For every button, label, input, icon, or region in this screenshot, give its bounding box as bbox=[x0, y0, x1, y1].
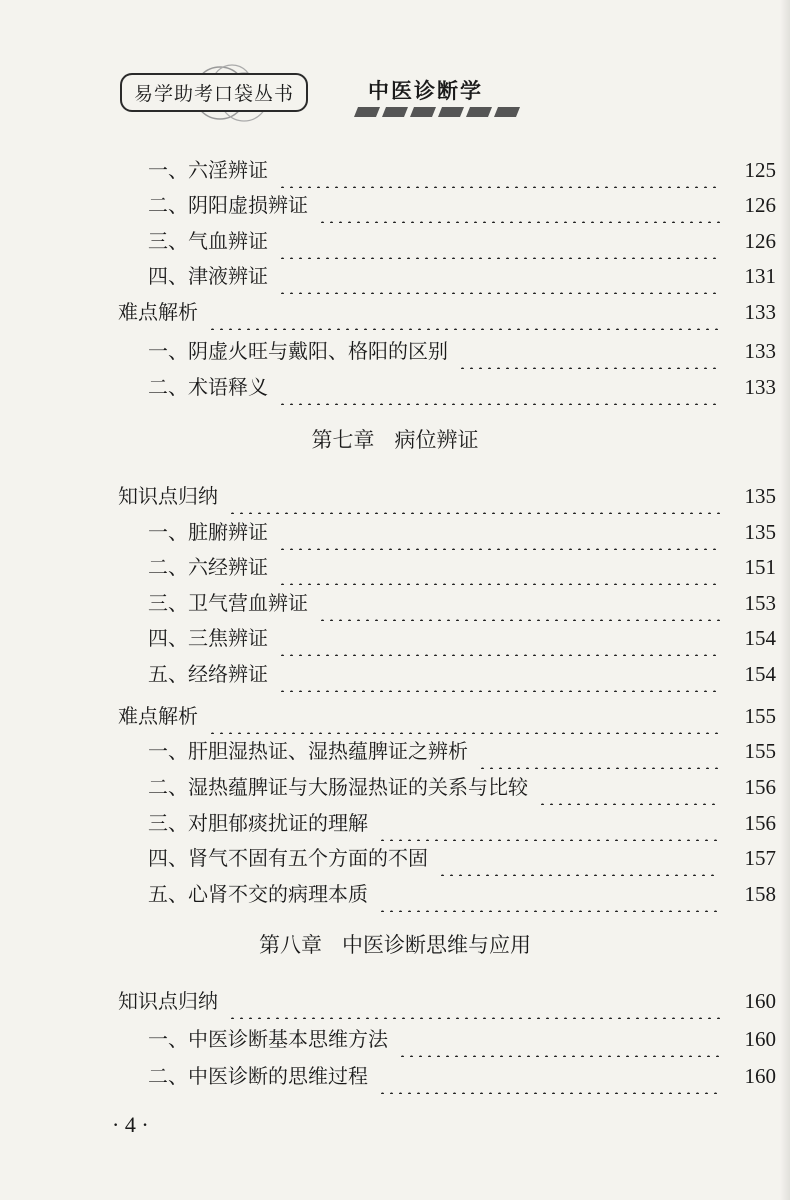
leader-dots bbox=[438, 840, 720, 876]
toc-item-row[interactable] bbox=[0, 514, 790, 550]
toc-entry-title: 一、中医诊断基本思维方法 bbox=[148, 1027, 388, 1051]
toc-item-row[interactable] bbox=[0, 369, 790, 405]
toc-entry-title: 二、术语释义 bbox=[148, 375, 268, 399]
toc-entry-title: 五、经络辨证 bbox=[148, 662, 268, 686]
leader-dots bbox=[278, 656, 720, 692]
leader-dots bbox=[378, 876, 720, 912]
toc-page-number: 160 bbox=[744, 1027, 776, 1051]
toc-page-number: 153 bbox=[744, 591, 776, 615]
toc-page-number: 154 bbox=[744, 626, 776, 650]
toc-entry-title: 二、湿热蕴脾证与大肠湿热证的关系与比较 bbox=[148, 775, 528, 799]
toc-page-number: 133 bbox=[744, 339, 776, 363]
leader-dots bbox=[318, 187, 720, 223]
toc-section-row[interactable] bbox=[0, 294, 790, 330]
toc-page-number: 133 bbox=[744, 300, 776, 324]
leader-dots bbox=[228, 983, 720, 1019]
leader-dots bbox=[478, 733, 720, 769]
chapter-number: 第八章 bbox=[259, 933, 322, 957]
toc-page-number: 126 bbox=[744, 193, 776, 217]
toc-entry-title: 三、卫气营血辨证 bbox=[148, 591, 308, 615]
chapter-title: 病位辨证 bbox=[394, 428, 479, 452]
page-header bbox=[112, 55, 532, 135]
book-title: 中医诊断学 bbox=[368, 79, 483, 103]
leader-dots bbox=[278, 223, 720, 259]
toc-item-row[interactable] bbox=[0, 258, 790, 294]
toc-entry-title: 一、肝胆湿热证、湿热蕴脾证之辨析 bbox=[148, 739, 468, 763]
leader-dots bbox=[208, 698, 720, 734]
toc-item-row[interactable] bbox=[0, 549, 790, 585]
toc-page-number: 156 bbox=[744, 811, 776, 835]
toc-item-row[interactable] bbox=[0, 876, 790, 912]
toc-item-row[interactable] bbox=[0, 223, 790, 259]
toc-item-row[interactable] bbox=[0, 656, 790, 692]
toc-page-number: 135 bbox=[744, 484, 776, 508]
toc-page-number: 133 bbox=[744, 375, 776, 399]
toc-page-number: 157 bbox=[744, 846, 776, 870]
page-number: · 4 · bbox=[112, 1112, 149, 1137]
toc-page-number: 155 bbox=[744, 704, 776, 728]
leader-dots bbox=[538, 769, 720, 805]
leader-dots bbox=[278, 620, 720, 656]
toc-item-row[interactable] bbox=[0, 585, 790, 621]
toc-entry-title: 四、津液辨证 bbox=[148, 264, 268, 288]
toc-entry-title: 一、六淫辨证 bbox=[148, 158, 268, 182]
chapter-heading bbox=[0, 424, 790, 454]
header-bars bbox=[352, 105, 532, 119]
toc-page-number: 125 bbox=[744, 158, 776, 182]
toc-entry-title: 难点解析 bbox=[118, 704, 198, 728]
toc-entry-title: 四、肾气不固有五个方面的不固 bbox=[148, 846, 428, 870]
toc-item-row[interactable] bbox=[0, 333, 790, 369]
toc-page-number: 126 bbox=[744, 229, 776, 253]
leader-dots bbox=[278, 549, 720, 585]
toc-entry-title: 知识点归纳 bbox=[118, 484, 218, 508]
toc-page-number: 158 bbox=[744, 882, 776, 906]
toc-entry-title: 四、三焦辨证 bbox=[148, 626, 268, 650]
toc-item-row[interactable] bbox=[0, 840, 790, 876]
toc-entry-title: 知识点归纳 bbox=[118, 989, 218, 1013]
toc-page-number: 160 bbox=[744, 989, 776, 1013]
toc-entry-title: 一、阴虚火旺与戴阳、格阳的区别 bbox=[148, 339, 448, 363]
toc-entry-title: 难点解析 bbox=[118, 300, 198, 324]
page-edge-shadow bbox=[780, 0, 790, 1200]
leader-dots bbox=[378, 805, 720, 841]
toc-item-row[interactable] bbox=[0, 187, 790, 223]
leader-dots bbox=[278, 258, 720, 294]
toc-section-row[interactable] bbox=[0, 478, 790, 514]
leader-dots bbox=[318, 585, 720, 621]
toc-entry-title: 二、六经辨证 bbox=[148, 555, 268, 579]
toc-entry-title: 五、心肾不交的病理本质 bbox=[148, 882, 368, 906]
toc-page-number: 155 bbox=[744, 739, 776, 763]
leader-dots bbox=[398, 1021, 720, 1057]
toc-item-row[interactable] bbox=[0, 733, 790, 769]
toc-page-number: 156 bbox=[744, 775, 776, 799]
toc-page-number: 160 bbox=[744, 1064, 776, 1088]
series-title: 易学助考口袋丛书 bbox=[120, 73, 308, 112]
leader-dots bbox=[208, 294, 720, 330]
leader-dots bbox=[378, 1058, 720, 1094]
toc-item-row[interactable] bbox=[0, 1021, 790, 1057]
toc-section-row[interactable] bbox=[0, 983, 790, 1019]
leader-dots bbox=[458, 333, 720, 369]
toc-entry-title: 二、中医诊断的思维过程 bbox=[148, 1064, 368, 1088]
toc-item-row[interactable] bbox=[0, 1058, 790, 1094]
leader-dots bbox=[228, 478, 720, 514]
toc-entry-title: 二、阴阳虚损辨证 bbox=[148, 193, 308, 217]
toc-item-row[interactable] bbox=[0, 152, 790, 188]
chapter-heading bbox=[0, 929, 790, 959]
chapter-title: 中医诊断思维与应用 bbox=[342, 933, 531, 957]
toc-item-row[interactable] bbox=[0, 620, 790, 656]
toc-page-number: 135 bbox=[744, 520, 776, 544]
chapter-number: 第七章 bbox=[311, 428, 375, 452]
toc-page-number: 154 bbox=[744, 662, 776, 686]
toc-section-row[interactable] bbox=[0, 698, 790, 734]
leader-dots bbox=[278, 369, 720, 405]
toc-item-row[interactable] bbox=[0, 805, 790, 841]
toc-entry-title: 三、对胆郁痰扰证的理解 bbox=[148, 811, 368, 835]
toc-page-number: 131 bbox=[744, 264, 776, 288]
leader-dots bbox=[278, 152, 720, 188]
toc-item-row[interactable] bbox=[0, 769, 790, 805]
toc-entry-title: 一、脏腑辨证 bbox=[148, 520, 268, 544]
leader-dots bbox=[278, 514, 720, 550]
toc-page-number: 151 bbox=[744, 555, 776, 579]
toc-entry-title: 三、气血辨证 bbox=[148, 229, 268, 253]
